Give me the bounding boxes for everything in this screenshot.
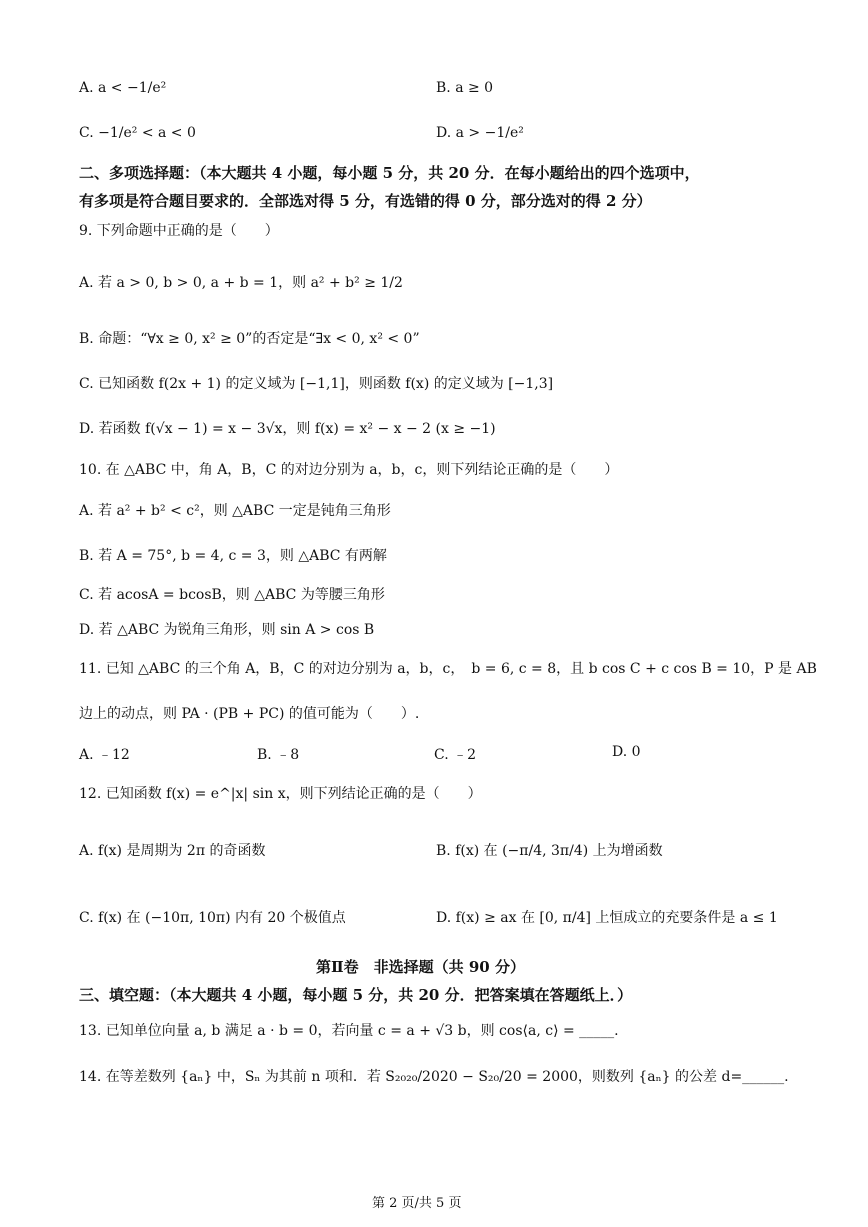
part2-title: 第Ⅱ卷 非选择题（共 90 分） <box>316 958 525 976</box>
q10-option-c: C. 若 acosA = bcosB，则 △ABC 为等腰三角形 <box>79 587 385 603</box>
q8-option-b: B. a ≥ 0 <box>436 80 494 96</box>
q10-option-d: D. 若 △ABC 为锐角三角形，则 sin A > cos B <box>79 622 375 638</box>
q11-option-d: D. 0 <box>612 744 641 760</box>
q11-stem-line2: 边上的动点，则 PA · (PB + PC) 的值可能为（ ）. <box>79 706 420 722</box>
q11-option-c: C. ﹣2 <box>434 747 477 763</box>
page-footer: 第 2 页/共 5 页 <box>372 1196 462 1211</box>
q9-option-b: B. 命题：“∀x ≥ 0, x² ≥ 0”的否定是“∃x < 0, x² < 0” <box>79 331 420 347</box>
section2-heading-line1: 二、多项选择题：（本大题共 4 小题，每小题 5 分，共 20 分．在每小题给出的四个选项中， <box>79 164 700 182</box>
q9-option-c: C. 已知函数 f(2x + 1) 的定义域为 [−1,1]，则函数 f(x) 的定义域为 [−1,3] <box>79 376 554 392</box>
q10-option-b: B. 若 A = 75°, b = 4, c = 3，则 △ABC 有两解 <box>79 548 387 564</box>
q11-option-a: A. ﹣12 <box>79 747 130 763</box>
q10-option-a: A. 若 a² + b² < c²，则 △ABC 一定是钝角三角形 <box>79 503 391 519</box>
q9-stem: 9. 下列命题中正确的是（ ） <box>79 223 279 239</box>
q12-option-d: D. f(x) ≥ ax 在 [0, π/4] 上恒成立的充要条件是 a ≤ 1 <box>436 910 778 926</box>
q11-stem-line1: 11. 已知 △ABC 的三个角 A，B，C 的对边分别为 a，b，c， b = 6, c = 8，且 b cos C + c cos B = 10，P 是 AB <box>79 661 817 677</box>
section2-heading-line2: 有多项是符合题目要求的．全部选对得 5 分，有选错的得 0 分，部分选对的得 2 分） <box>79 192 652 210</box>
q8-option-d: D. a > −1/e² <box>436 125 524 141</box>
q11-option-b: B. ﹣8 <box>257 747 300 763</box>
q12-option-b: B. f(x) 在 (−π/4, 3π/4) 上为增函数 <box>436 843 663 859</box>
q12-stem: 12. 已知函数 f(x) = e^|x| sin x，则下列结论正确的是（ ） <box>79 786 482 802</box>
q10-stem: 10. 在 △ABC 中，角 A，B，C 的对边分别为 a，b，c，则下列结论正确的是（ ） <box>79 462 619 478</box>
q13-text: 13. 已知单位向量 a, b 满足 a · b = 0，若向量 c = a + √3 b，则 cos⟨a, c⟩ = _____. <box>79 1023 619 1039</box>
q12-option-a: A. f(x) 是周期为 2π 的奇函数 <box>79 843 266 859</box>
q9-option-d: D. 若函数 f(√x − 1) = x − 3√x，则 f(x) = x² − x − 2 (x ≥ −1) <box>79 421 496 437</box>
q8-option-c: C. −1/e² < a < 0 <box>79 125 196 141</box>
q14-text: 14. 在等差数列 {aₙ} 中，Sₙ 为其前 n 项和．若 S₂₀₂₀/2020 − S₂₀/20 = 2000，则数列 {aₙ} 的公差 d=______. <box>79 1069 789 1085</box>
q8-option-a: A. a < −1/e² <box>79 80 167 96</box>
q9-option-a: A. 若 a > 0, b > 0, a + b = 1，则 a² + b² ≥ 1/2 <box>79 275 403 291</box>
q12-option-c: C. f(x) 在 (−10π, 10π) 内有 20 个极值点 <box>79 910 346 926</box>
section3-heading: 三、填空题：（本大题共 4 小题，每小题 5 分，共 20 分．把答案填在答题纸上．） <box>79 986 633 1004</box>
